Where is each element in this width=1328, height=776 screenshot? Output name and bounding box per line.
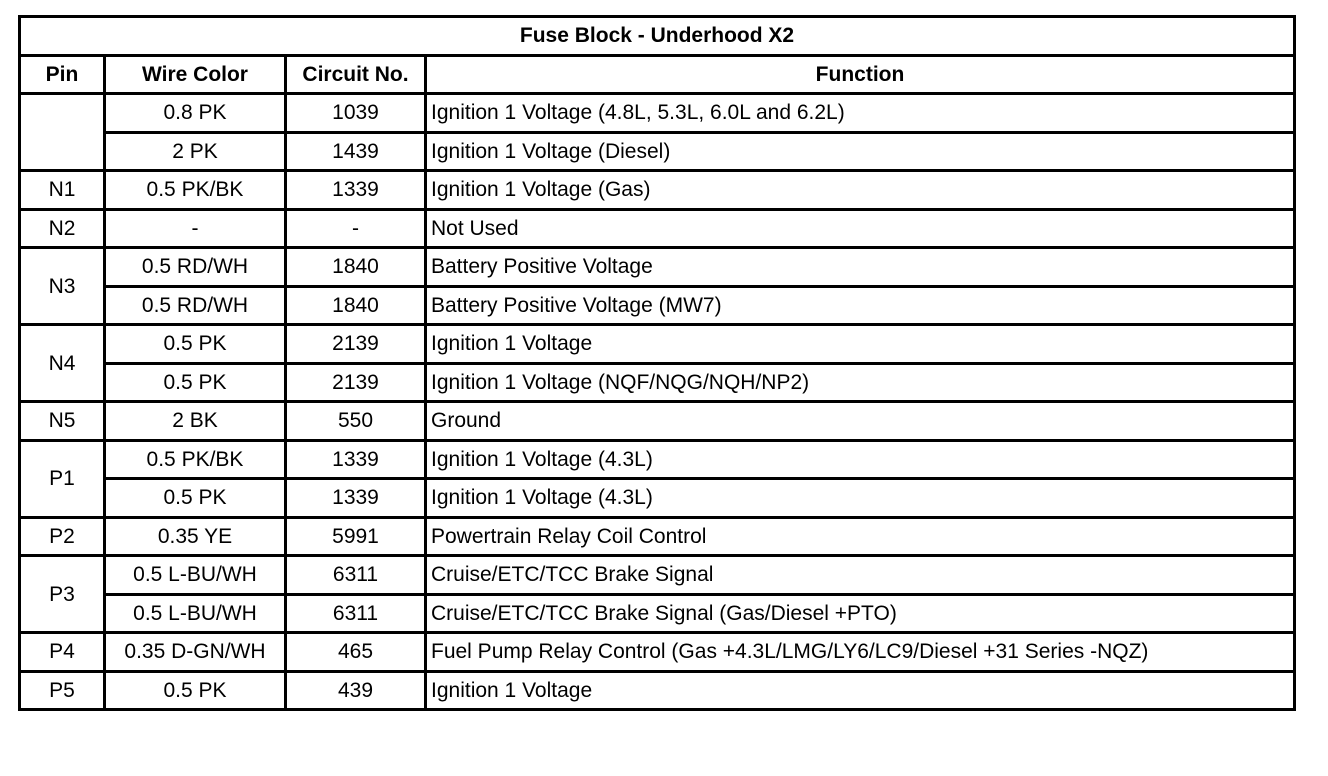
circuit-cell: 1339 <box>286 171 426 210</box>
function-cell: Ground <box>426 402 1295 441</box>
table-row <box>20 440 1295 479</box>
pin-cell: N1 <box>20 171 105 210</box>
table-row <box>20 209 1295 248</box>
function-cell: Cruise/ETC/TCC Brake Signal <box>426 556 1295 595</box>
pin-cell: P4 <box>20 633 105 672</box>
header-pin: Pin <box>20 55 105 94</box>
header-function: Function <box>426 55 1295 94</box>
circuit-cell: - <box>286 209 426 248</box>
wire-color-cell: 2 BK <box>105 402 286 441</box>
table-row <box>20 517 1295 556</box>
table-row <box>20 325 1295 364</box>
function-cell: Fuel Pump Relay Control (Gas +4.3L/LMG/LY6/LC9/Diesel +31 Series -NQZ) <box>426 633 1295 672</box>
wire-color-cell: 0.5 PK/BK <box>105 171 286 210</box>
circuit-cell: 1339 <box>286 440 426 479</box>
table-row <box>20 633 1295 672</box>
function-cell: Ignition 1 Voltage (Gas) <box>426 171 1295 210</box>
wire-color-cell: - <box>105 209 286 248</box>
pin-cell <box>20 94 105 171</box>
wire-color-cell: 2 PK <box>105 132 286 171</box>
wire-color-cell: 0.5 L-BU/WH <box>105 594 286 633</box>
wire-color-cell: 0.35 YE <box>105 517 286 556</box>
function-cell: Cruise/ETC/TCC Brake Signal (Gas/Diesel +PTO) <box>426 594 1295 633</box>
function-cell: Ignition 1 Voltage (4.8L, 5.3L, 6.0L and 6.2L) <box>426 94 1295 133</box>
circuit-cell: 550 <box>286 402 426 441</box>
table-row <box>20 286 1295 325</box>
wire-color-cell: 0.5 L-BU/WH <box>105 556 286 595</box>
wire-color-cell: 0.5 PK <box>105 479 286 518</box>
circuit-cell: 439 <box>286 671 426 710</box>
table-title: Fuse Block - Underhood X2 <box>20 17 1295 56</box>
function-cell: Ignition 1 Voltage (4.3L) <box>426 479 1295 518</box>
header-circuit-no: Circuit No. <box>286 55 426 94</box>
circuit-cell: 5991 <box>286 517 426 556</box>
circuit-cell: 1039 <box>286 94 426 133</box>
function-cell: Not Used <box>426 209 1295 248</box>
table-row <box>20 363 1295 402</box>
function-cell: Ignition 1 Voltage (4.3L) <box>426 440 1295 479</box>
wire-color-cell: 0.5 RD/WH <box>105 248 286 287</box>
fuse-block-table <box>18 15 1296 711</box>
table-row <box>20 94 1295 133</box>
circuit-cell: 6311 <box>286 594 426 633</box>
table-row <box>20 402 1295 441</box>
pin-cell: N4 <box>20 325 105 402</box>
wire-color-cell: 0.5 RD/WH <box>105 286 286 325</box>
pin-cell: P1 <box>20 440 105 517</box>
wire-color-cell: 0.8 PK <box>105 94 286 133</box>
table-row <box>20 171 1295 210</box>
wire-color-cell: 0.5 PK <box>105 325 286 364</box>
pin-cell: P5 <box>20 671 105 710</box>
circuit-cell: 1339 <box>286 479 426 518</box>
pin-cell: N2 <box>20 209 105 248</box>
pin-cell: N5 <box>20 402 105 441</box>
circuit-cell: 2139 <box>286 325 426 364</box>
function-cell: Ignition 1 Voltage <box>426 325 1295 364</box>
table-row <box>20 132 1295 171</box>
wire-color-cell: 0.35 D-GN/WH <box>105 633 286 672</box>
function-cell: Battery Positive Voltage <box>426 248 1295 287</box>
wire-color-cell: 0.5 PK <box>105 363 286 402</box>
circuit-cell: 1840 <box>286 248 426 287</box>
function-cell: Ignition 1 Voltage (NQF/NQG/NQH/NP2) <box>426 363 1295 402</box>
table-row <box>20 556 1295 595</box>
function-cell: Ignition 1 Voltage <box>426 671 1295 710</box>
table-row <box>20 479 1295 518</box>
function-cell: Powertrain Relay Coil Control <box>426 517 1295 556</box>
function-cell: Battery Positive Voltage (MW7) <box>426 286 1295 325</box>
circuit-cell: 1439 <box>286 132 426 171</box>
circuit-cell: 1840 <box>286 286 426 325</box>
title-row <box>20 17 1295 56</box>
header-row <box>20 55 1295 94</box>
pin-cell: P3 <box>20 556 105 633</box>
pin-cell: N3 <box>20 248 105 325</box>
circuit-cell: 2139 <box>286 363 426 402</box>
function-cell: Ignition 1 Voltage (Diesel) <box>426 132 1295 171</box>
header-wire-color: Wire Color <box>105 55 286 94</box>
table-row <box>20 594 1295 633</box>
circuit-cell: 6311 <box>286 556 426 595</box>
pin-cell: P2 <box>20 517 105 556</box>
circuit-cell: 465 <box>286 633 426 672</box>
wire-color-cell: 0.5 PK <box>105 671 286 710</box>
table-row <box>20 671 1295 710</box>
wire-color-cell: 0.5 PK/BK <box>105 440 286 479</box>
table-row <box>20 248 1295 287</box>
